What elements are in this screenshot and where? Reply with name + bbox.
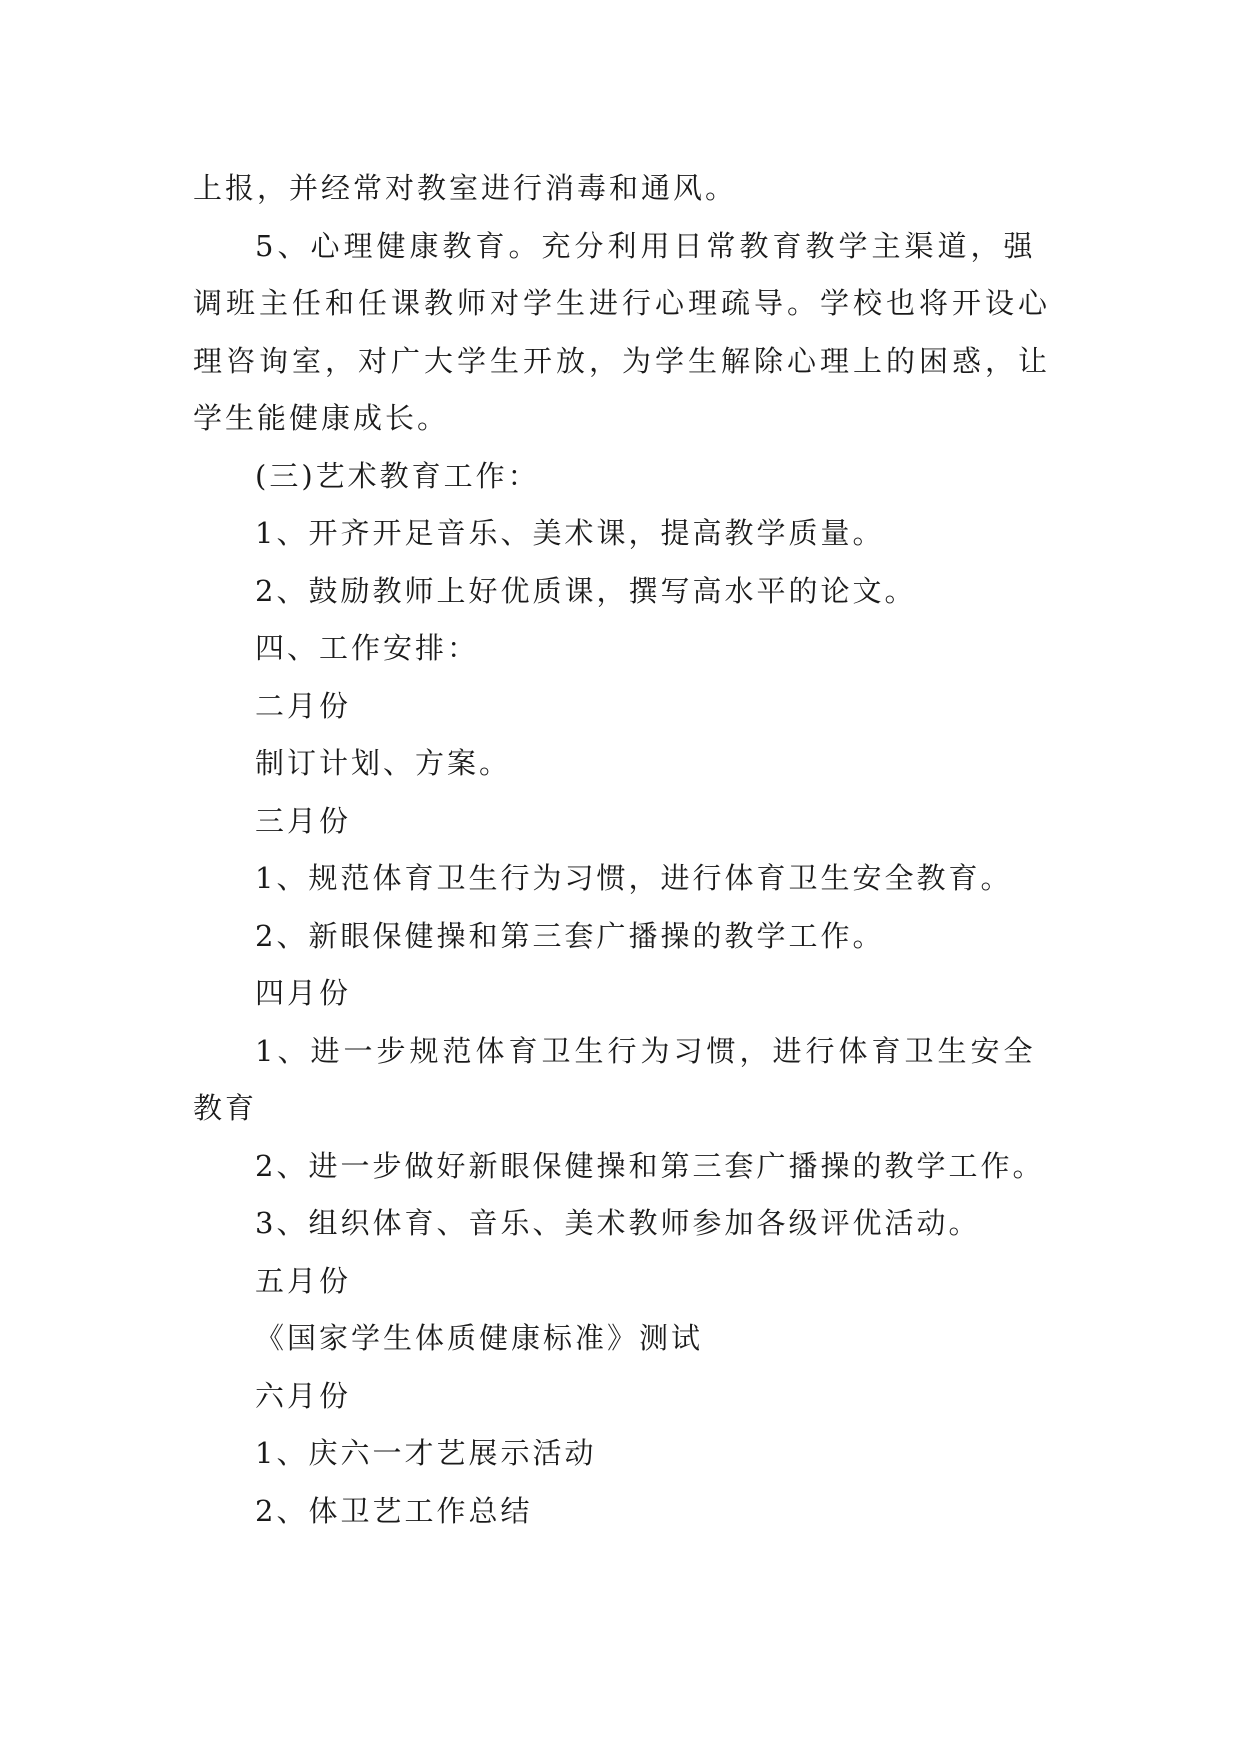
month-heading: 三月份 [255, 803, 352, 838]
paragraph-line: 学生能健康成长。 [193, 401, 450, 435]
list-item: 1、庆六一才艺展示活动 [255, 1436, 597, 1470]
list-item: 1、进一步规范体育卫生行为习惯，进行体育卫生安全 [255, 1033, 1037, 1068]
list-item: 制订计划、方案。 [255, 746, 512, 780]
section-heading: (三)艺术教育工作： [255, 458, 540, 493]
list-item: 2、进一步做好新眼保健操和第三套广播操的教学工作。 [255, 1148, 1045, 1183]
month-heading: 四月份 [255, 976, 352, 1010]
list-item: 《国家学生体质健康标准》测试 [255, 1321, 704, 1355]
section-heading: 四、工作安排： [255, 631, 480, 665]
list-item: 2、新眼保健操和第三套广播操的教学工作。 [255, 918, 885, 953]
month-heading: 六月份 [255, 1378, 352, 1413]
document-body [193, 160, 1053, 1540]
list-item: 1、规范体育卫生行为习惯，进行体育卫生安全教育。 [255, 861, 1013, 895]
list-item: 2、体卫艺工作总结 [255, 1493, 533, 1528]
list-item-continuation: 教育 [193, 1091, 258, 1125]
paragraph-line: 调班主任和任课教师对学生进行心理疏导。学校也将开设心 [193, 286, 1052, 320]
paragraph-line: 5、心理健康教育。充分利用日常教育教学主渠道，强 [255, 228, 1037, 263]
paragraph-line: 理咨询室，对广大学生开放，为学生解除心理上的困惑，让 [193, 343, 1052, 378]
list-item: 3、组织体育、音乐、美术教师参加各级评优活动。 [255, 1206, 981, 1240]
list-item: 1、开齐开足音乐、美术课，提高教学质量。 [255, 516, 885, 550]
month-heading: 二月份 [255, 688, 352, 723]
paragraph-line: 上报，并经常对教室进行消毒和通风。 [193, 171, 738, 205]
month-heading: 五月份 [255, 1263, 352, 1298]
list-item: 2、鼓励教师上好优质课，撰写高水平的论文。 [255, 573, 917, 608]
